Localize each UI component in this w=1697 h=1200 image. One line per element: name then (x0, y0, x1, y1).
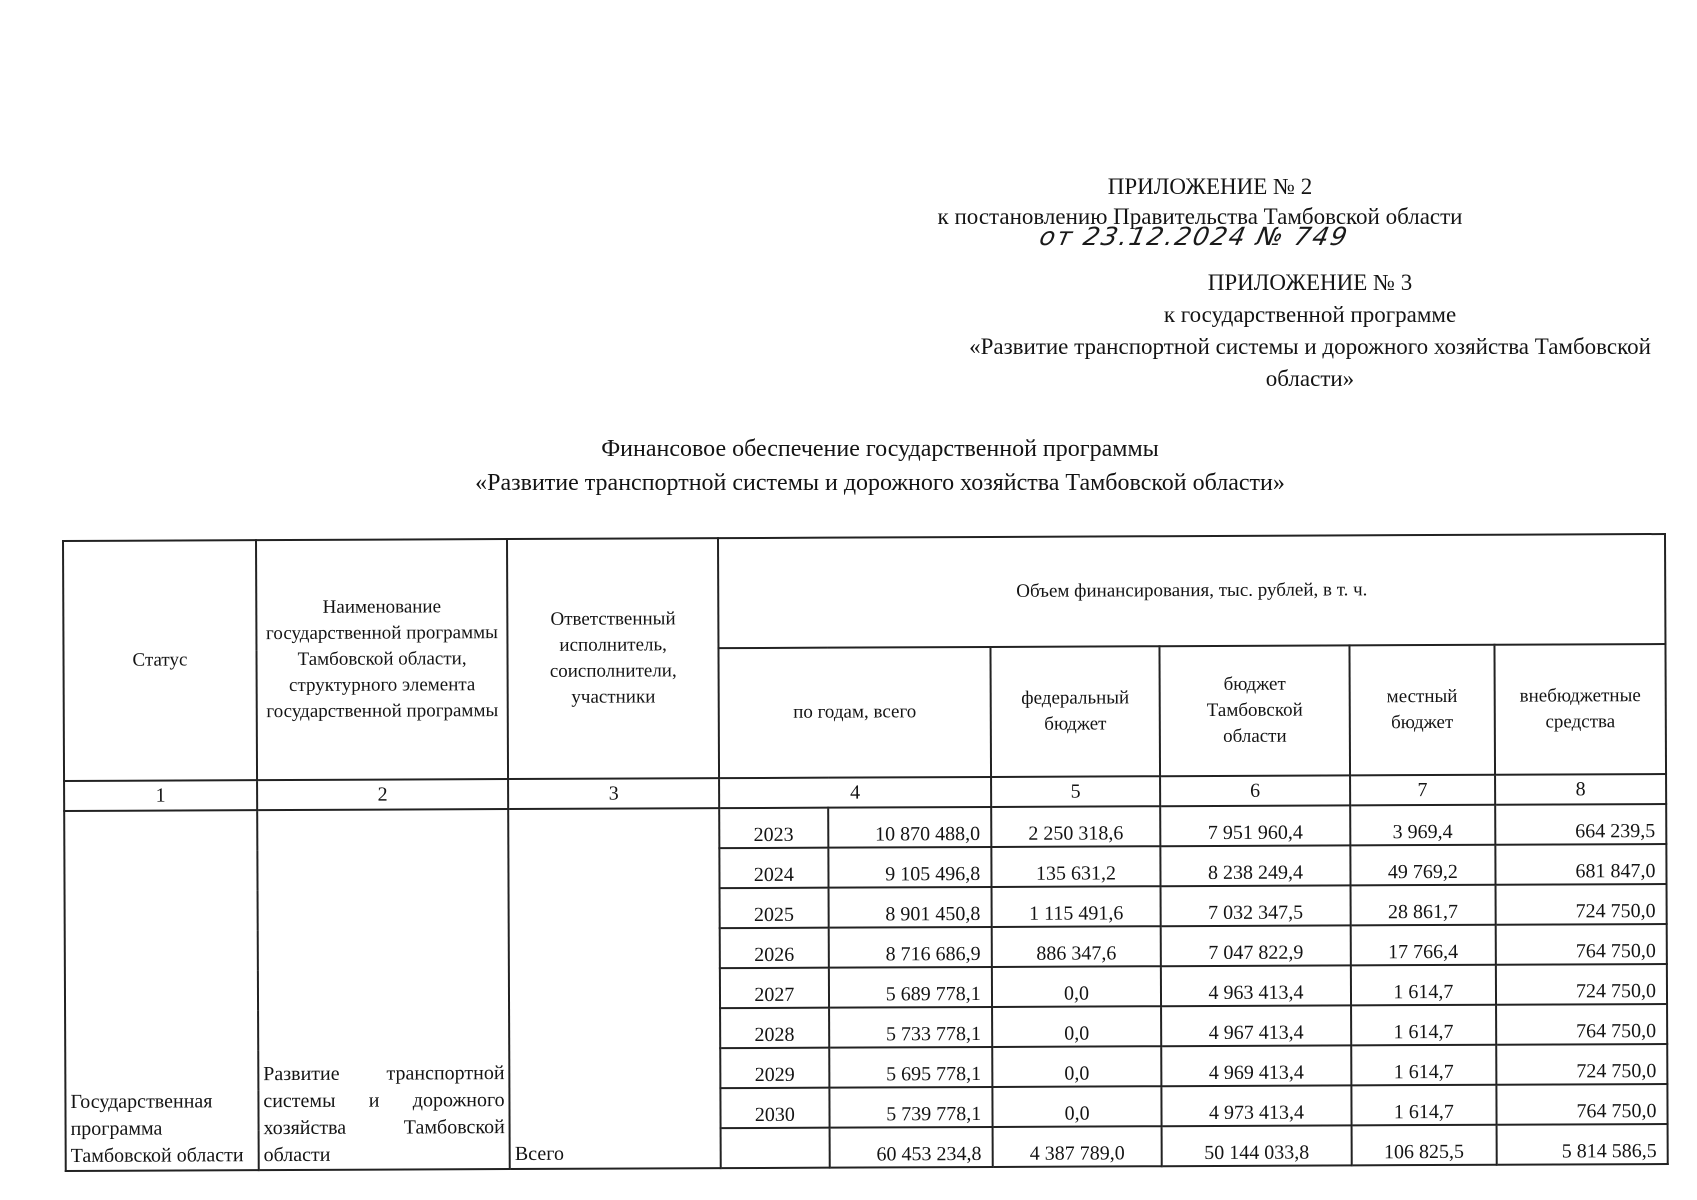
extra-cell: 764 750,0 (1496, 924, 1667, 965)
table-row (64, 804, 1666, 851)
total-cell: 5 733 778,1 (829, 1007, 992, 1048)
local-cell: 1 614,7 (1351, 1085, 1497, 1126)
extra-cell: 724 750,0 (1496, 1044, 1667, 1085)
local-cell: 1 614,7 (1351, 965, 1497, 1006)
local-cell: 49 769,2 (1350, 845, 1496, 886)
appendix-3-heading: ПРИЛОЖЕНИЕ № 3 (1207, 270, 1413, 295)
regional-cell: 4 963 413,4 (1161, 965, 1351, 1006)
total-cell: 5 739 778,1 (829, 1087, 992, 1128)
regional-cell: 7 951 960,4 (1161, 805, 1351, 846)
year-cell: 2026 (720, 928, 829, 968)
federal-cell: 0,0 (992, 1086, 1162, 1127)
total-cell: 8 901 450,8 (828, 887, 991, 928)
appendix-2-reference: к постановлению Правительства Тамбовской области (937, 204, 1463, 229)
document-title (300, 432, 1460, 500)
responsible-cell: Всего (508, 808, 721, 1169)
total-cell: 8 716 686,9 (828, 927, 991, 968)
federal-total-cell: 4 387 789,0 (992, 1126, 1162, 1167)
program-name-cell: Развитие транспортной системы и дорожного хозяйства Тамбовской области (257, 809, 510, 1170)
col-num-5: 5 (991, 776, 1161, 807)
year-cell: 2025 (720, 888, 829, 928)
local-cell: 3 969,4 (1350, 805, 1496, 846)
local-cell: 17 766,4 (1350, 925, 1496, 966)
header-extra: внебюджетные средства (1494, 644, 1666, 775)
year-cell (721, 1128, 830, 1168)
grand-total-cell: 60 453 234,8 (829, 1127, 992, 1168)
col-num-6: 6 (1160, 775, 1349, 806)
total-cell: 5 695 778,1 (829, 1047, 992, 1088)
col-num-2: 2 (257, 779, 508, 810)
federal-cell: 0,0 (992, 1046, 1162, 1087)
regional-cell: 7 047 822,9 (1161, 925, 1351, 966)
regional-cell: 7 032 347,5 (1161, 885, 1351, 926)
col-num-3: 3 (508, 778, 719, 809)
extra-cell: 664 239,5 (1495, 804, 1666, 845)
year-cell: 2023 (719, 808, 828, 848)
title-line-2: «Развитие транспортной системы и дорожного хозяйства Тамбовской области» (475, 470, 1285, 496)
regional-cell: 8 238 249,4 (1161, 845, 1351, 886)
header-regional: бюджет Тамбовской области (1160, 645, 1350, 776)
title-line-1: Финансовое обеспечение государственной программы (601, 436, 1159, 462)
federal-cell: 0,0 (992, 1006, 1162, 1047)
header-row-1 (63, 534, 1665, 651)
extra-cell: 724 750,0 (1496, 964, 1667, 1005)
total-cell: 9 105 496,8 (828, 847, 991, 888)
header-financing-volume: Объем финансирования, тыс. рублей, в т. ч. (718, 534, 1665, 648)
regional-cell: 4 973 413,4 (1162, 1085, 1352, 1126)
total-cell: 10 870 488,0 (828, 807, 991, 848)
col-num-4: 4 (719, 777, 991, 808)
extra-cell: 724 750,0 (1496, 884, 1667, 925)
local-cell: 1 614,7 (1351, 1045, 1497, 1086)
extra-total-cell: 5 814 586,5 (1497, 1124, 1668, 1165)
local-total-cell: 106 825,5 (1351, 1125, 1497, 1166)
local-cell: 1 614,7 (1351, 1005, 1497, 1046)
local-cell: 28 861,7 (1350, 885, 1496, 926)
federal-cell: 886 347,6 (991, 926, 1161, 967)
header-status: Статус (63, 540, 257, 781)
regional-cell: 4 969 413,4 (1162, 1045, 1352, 1086)
appendix-3-program-line1: «Развитие транспортной системы и дорожного хозяйства Тамбовской (969, 334, 1651, 359)
appendix-2-heading: ПРИЛОЖЕНИЕ № 2 (1107, 174, 1313, 199)
year-cell: 2030 (721, 1088, 830, 1128)
extra-cell: 681 847,0 (1495, 844, 1666, 885)
federal-cell: 1 115 491,6 (991, 886, 1161, 927)
header-responsible: Ответственный исполнитель, соисполнители, участники (507, 538, 719, 779)
appendix-3-program-line2: области» (1265, 366, 1355, 391)
extra-cell: 764 750,0 (1496, 1004, 1667, 1045)
total-cell: 5 689 778,1 (828, 967, 991, 1008)
regional-cell: 4 967 413,4 (1161, 1005, 1351, 1046)
financing-table (62, 533, 1669, 1172)
handwritten-date-number: от 23.12.2024 № 749 (1036, 222, 1352, 251)
header-local: местный бюджет (1349, 645, 1495, 776)
year-cell: 2029 (720, 1048, 829, 1088)
col-num-7: 7 (1350, 775, 1495, 806)
federal-cell: 135 631,2 (991, 846, 1161, 887)
status-cell: Государственная программа Тамбовской области (64, 810, 258, 1171)
appendix-3-reference: к государственной программе (1163, 302, 1457, 327)
regional-total-cell: 50 144 033,8 (1162, 1125, 1352, 1166)
year-cell: 2028 (720, 1008, 829, 1048)
federal-cell: 0,0 (992, 966, 1162, 1007)
col-num-1: 1 (64, 780, 257, 811)
header-program-name: Наименование государственной программы Тамбовской области, структурного элемента государственной программы (256, 539, 508, 780)
extra-cell: 764 750,0 (1496, 1084, 1667, 1125)
year-cell: 2027 (720, 968, 829, 1008)
col-num-8: 8 (1495, 774, 1666, 805)
header-federal: федеральный бюджет (990, 646, 1160, 777)
header-by-years: по годам, всего (719, 647, 991, 778)
year-cell: 2024 (720, 848, 829, 888)
federal-cell: 2 250 318,6 (991, 806, 1161, 847)
